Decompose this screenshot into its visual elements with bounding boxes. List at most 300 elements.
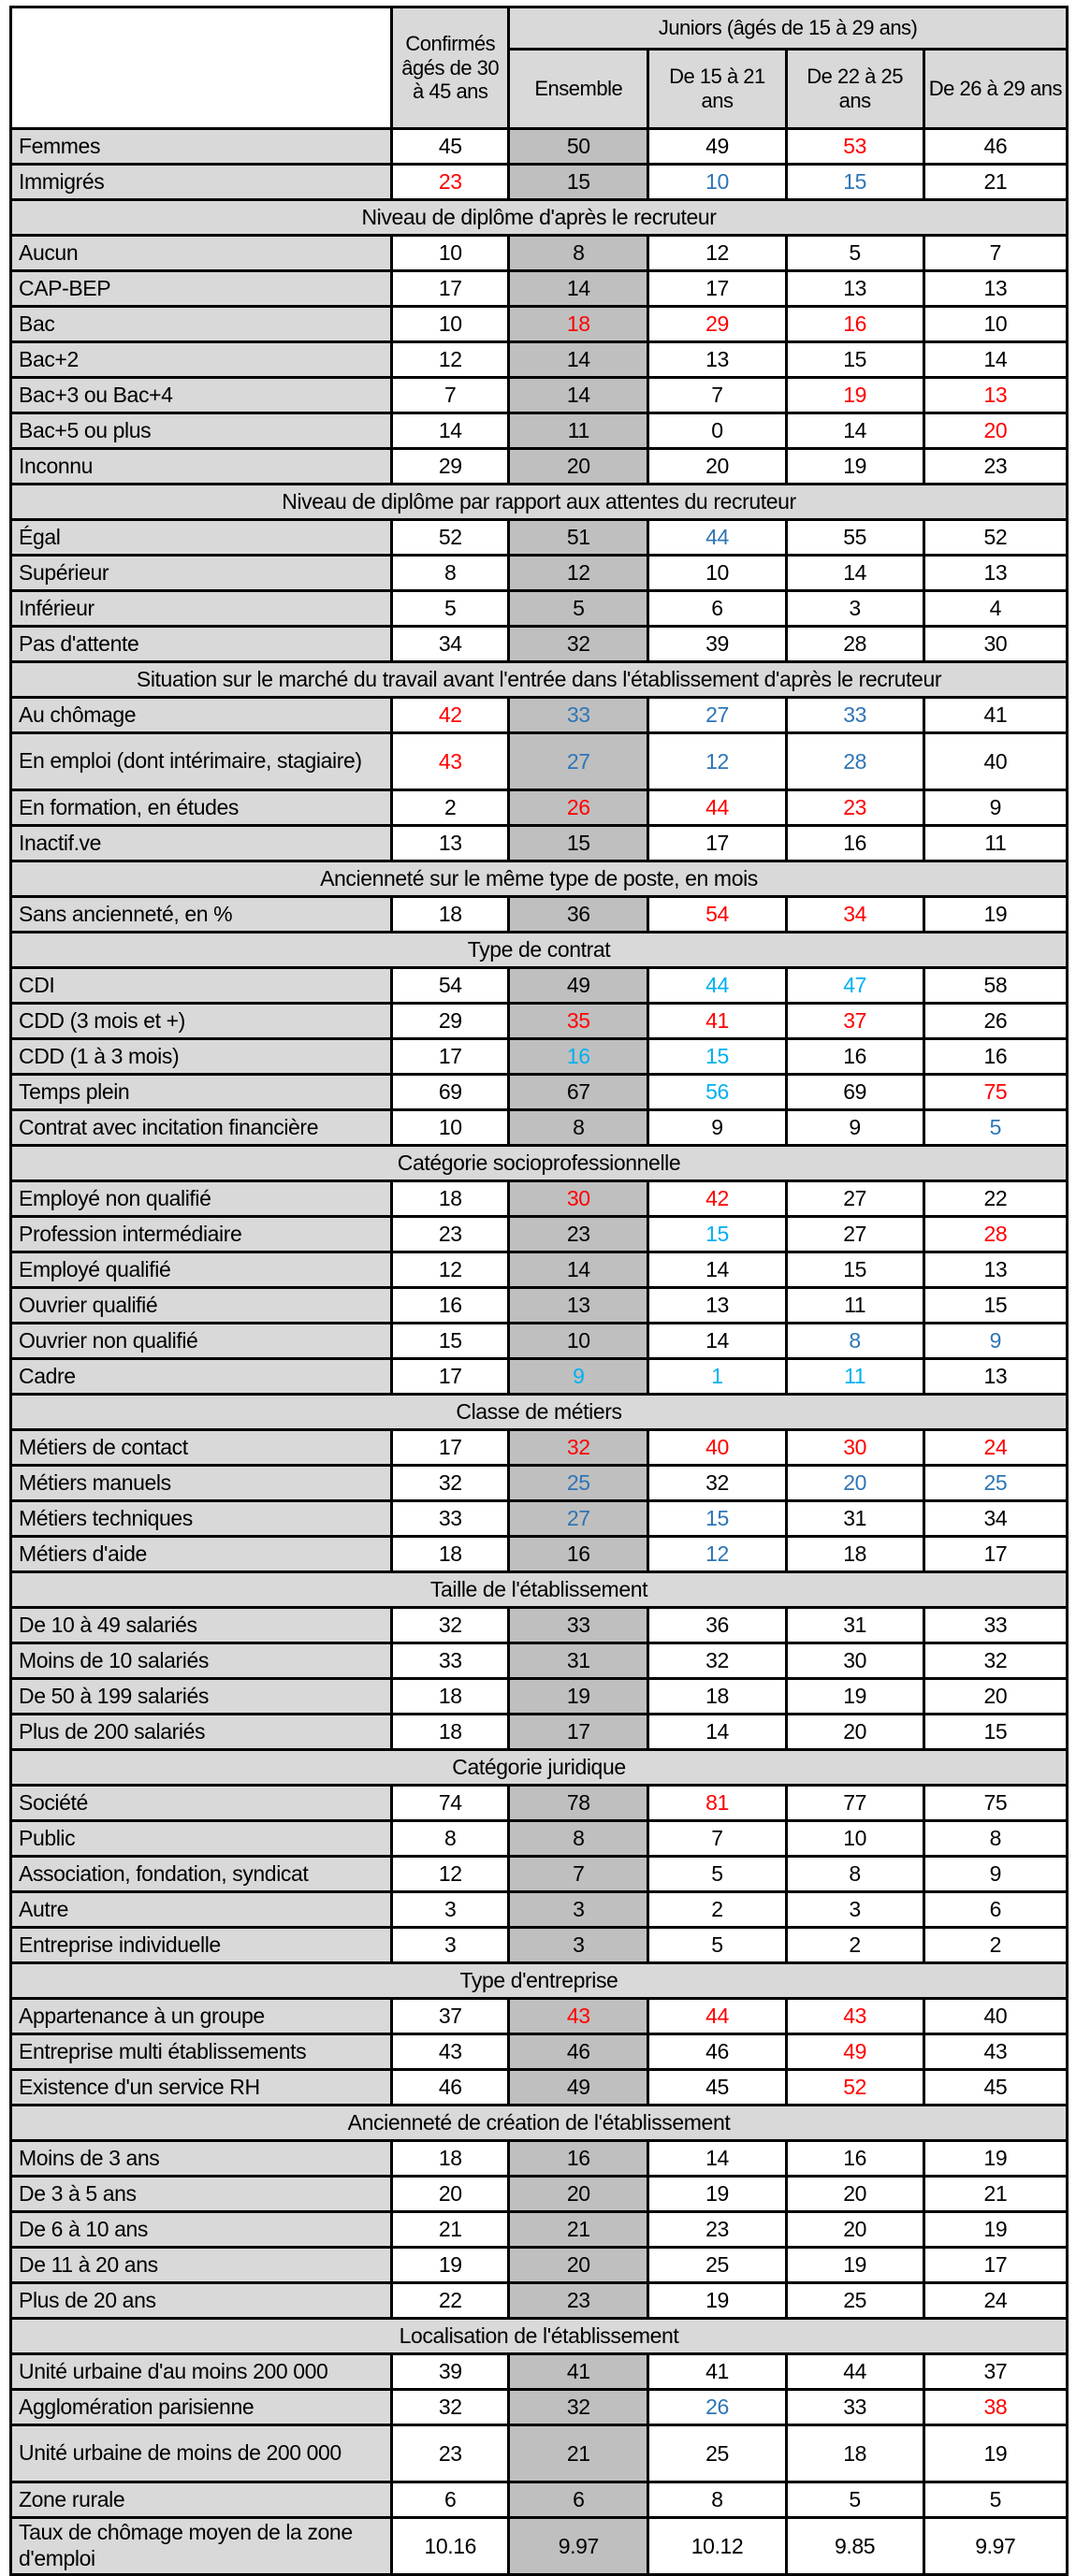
value-cell: 33 [392, 1501, 509, 1537]
value-cell: 15 [648, 1501, 786, 1537]
table-row [11, 1324, 1068, 1359]
value-cell: 14 [648, 1715, 786, 1750]
value-cell: 17 [648, 271, 786, 307]
table-row [11, 342, 1068, 378]
table-row [11, 627, 1068, 662]
value-cell: 13 [923, 378, 1067, 413]
value-cell: 49 [648, 129, 786, 165]
value-cell: 19 [509, 1679, 648, 1715]
table-row [11, 2212, 1068, 2248]
row-label: Femmes [11, 129, 392, 165]
value-cell: 55 [786, 520, 923, 556]
value-cell: 43 [786, 1999, 923, 2034]
value-cell: 18 [392, 1679, 509, 1715]
value-cell: 10 [786, 1821, 923, 1857]
value-cell: 18 [786, 1537, 923, 1572]
value-cell: 2 [392, 790, 509, 826]
value-cell: 3 [509, 1928, 648, 1963]
value-cell: 34 [923, 1501, 1067, 1537]
row-label: Employé qualifié [11, 1252, 392, 1288]
value-cell: 25 [648, 2425, 786, 2482]
value-cell: 16 [786, 2141, 923, 2177]
value-cell: 15 [648, 1039, 786, 1075]
value-cell: 13 [923, 1359, 1067, 1395]
table-row [11, 1679, 1068, 1715]
value-cell: 8 [392, 556, 509, 591]
value-cell: 33 [392, 1643, 509, 1679]
value-cell: 25 [786, 2283, 923, 2319]
value-cell: 20 [786, 2212, 923, 2248]
row-label: Métiers techniques [11, 1501, 392, 1537]
row-label: Association, fondation, syndicat [11, 1857, 392, 1892]
value-cell: 13 [648, 1288, 786, 1324]
value-cell: 15 [923, 1288, 1067, 1324]
value-cell: 10 [392, 236, 509, 271]
section-title: Catégorie socioprofessionnelle [11, 1146, 1068, 1181]
table-row [11, 271, 1068, 307]
value-cell: 8 [392, 1821, 509, 1857]
value-cell: 43 [509, 1999, 648, 2034]
table-row [11, 1999, 1068, 2034]
row-label: Inférieur [11, 591, 392, 627]
value-cell: 16 [786, 1039, 923, 1075]
value-cell: 12 [392, 1252, 509, 1288]
value-cell: 20 [509, 2248, 648, 2283]
value-cell: 5 [392, 591, 509, 627]
value-cell: 2 [648, 1892, 786, 1928]
value-cell: 5 [648, 1857, 786, 1892]
value-cell: 28 [786, 733, 923, 790]
value-cell: 20 [786, 1466, 923, 1501]
table-row [11, 1252, 1068, 1288]
value-cell: 75 [923, 1786, 1067, 1821]
value-cell: 33 [509, 698, 648, 733]
table-row [11, 1643, 1068, 1679]
row-label: De 10 à 49 salariés [11, 1608, 392, 1643]
value-cell: 11 [786, 1359, 923, 1395]
section-header-row [11, 485, 1068, 520]
value-cell: 5 [648, 1928, 786, 1963]
row-label: Bac+3 ou Bac+4 [11, 378, 392, 413]
value-cell: 27 [509, 733, 648, 790]
value-cell: 46 [392, 2070, 509, 2106]
value-cell: 40 [923, 733, 1067, 790]
value-cell: 52 [923, 520, 1067, 556]
value-cell: 37 [923, 2354, 1067, 2390]
value-cell: 6 [509, 2482, 648, 2518]
value-cell: 19 [648, 2283, 786, 2319]
row-label: Plus de 200 salariés [11, 1715, 392, 1750]
column-header-26-29: De 26 à 29 ans [923, 50, 1067, 129]
value-cell: 6 [392, 2482, 509, 2518]
value-cell: 15 [786, 1252, 923, 1288]
value-cell: 3 [786, 1892, 923, 1928]
row-label: CDD (1 à 3 mois) [11, 1039, 392, 1075]
value-cell: 17 [392, 1430, 509, 1466]
section-header-row [11, 662, 1068, 698]
value-cell: 51 [509, 520, 648, 556]
value-cell: 52 [392, 520, 509, 556]
header-group-row [11, 7, 1068, 50]
value-cell: 31 [509, 1643, 648, 1679]
row-label: Ouvrier non qualifié [11, 1324, 392, 1359]
row-label: Appartenance à un groupe [11, 1999, 392, 2034]
value-cell: 9.97 [509, 2518, 648, 2575]
value-cell: 18 [392, 1715, 509, 1750]
value-cell: 77 [786, 1786, 923, 1821]
value-cell: 7 [392, 378, 509, 413]
table-row [11, 2141, 1068, 2177]
value-cell: 3 [509, 1892, 648, 1928]
value-cell: 16 [923, 1039, 1067, 1075]
value-cell: 0 [648, 413, 786, 449]
value-cell: 41 [648, 1004, 786, 1039]
value-cell: 8 [509, 236, 648, 271]
value-cell: 17 [923, 2248, 1067, 2283]
table-row [11, 1608, 1068, 1643]
value-cell: 7 [509, 1857, 648, 1892]
value-cell: 46 [509, 2034, 648, 2070]
value-cell: 49 [509, 2070, 648, 2106]
row-label: Public [11, 1821, 392, 1857]
value-cell: 32 [509, 1430, 648, 1466]
value-cell: 32 [648, 1466, 786, 1501]
value-cell: 35 [509, 1004, 648, 1039]
value-cell: 10 [648, 556, 786, 591]
value-cell: 28 [923, 1217, 1067, 1252]
value-cell: 44 [648, 520, 786, 556]
value-cell: 43 [392, 2034, 509, 2070]
value-cell: 13 [648, 342, 786, 378]
value-cell: 17 [392, 271, 509, 307]
value-cell: 21 [509, 2425, 648, 2482]
table-row [11, 2354, 1068, 2390]
table-body [11, 7, 1068, 2575]
value-cell: 39 [648, 627, 786, 662]
value-cell: 47 [786, 968, 923, 1004]
table-row [11, 1181, 1068, 1217]
row-label: Métiers de contact [11, 1430, 392, 1466]
row-label: Existence d'un service RH [11, 2070, 392, 2106]
row-label: CDI [11, 968, 392, 1004]
row-label: Sans ancienneté, en % [11, 897, 392, 933]
value-cell: 23 [509, 1217, 648, 1252]
value-cell: 23 [392, 2425, 509, 2482]
value-cell: 74 [392, 1786, 509, 1821]
row-label: Métiers manuels [11, 1466, 392, 1501]
value-cell: 24 [923, 1430, 1067, 1466]
column-header-ensemble: Ensemble [509, 50, 648, 129]
section-title: Niveau de diplôme par rapport aux attentes du recruteur [11, 485, 1068, 520]
value-cell: 13 [923, 271, 1067, 307]
value-cell: 27 [648, 698, 786, 733]
section-header-row [11, 1146, 1068, 1181]
value-cell: 32 [392, 2390, 509, 2425]
value-cell: 14 [648, 1252, 786, 1288]
table-row [11, 165, 1068, 200]
table-row [11, 2390, 1068, 2425]
section-title: Niveau de diplôme d'après le recruteur [11, 200, 1068, 236]
value-cell: 4 [923, 591, 1067, 627]
value-cell: 19 [786, 2248, 923, 2283]
value-cell: 24 [923, 2283, 1067, 2319]
value-cell: 14 [509, 1252, 648, 1288]
value-cell: 19 [648, 2177, 786, 2212]
section-title: Type d'entreprise [11, 1963, 1068, 1999]
section-title: Ancienneté de création de l'établissement [11, 2106, 1068, 2141]
value-cell: 13 [392, 826, 509, 861]
value-cell: 45 [923, 2070, 1067, 2106]
value-cell: 32 [392, 1466, 509, 1501]
value-cell: 29 [392, 449, 509, 485]
table-row [11, 307, 1068, 342]
table-row [11, 1501, 1068, 1537]
value-cell: 8 [509, 1821, 648, 1857]
section-header-row [11, 1750, 1068, 1786]
row-label: CDD (3 mois et +) [11, 1004, 392, 1039]
value-cell: 15 [923, 1715, 1067, 1750]
column-header-confirmes: Confirmés âgés de 30 à 45 ans [392, 7, 509, 129]
row-label: Moins de 10 salariés [11, 1643, 392, 1679]
table-row [11, 826, 1068, 861]
value-cell: 41 [648, 2354, 786, 2390]
value-cell: 20 [923, 1679, 1067, 1715]
value-cell: 14 [509, 271, 648, 307]
value-cell: 14 [392, 413, 509, 449]
row-label: Métiers d'aide [11, 1537, 392, 1572]
value-cell: 40 [923, 1999, 1067, 2034]
value-cell: 16 [786, 826, 923, 861]
section-title: Situation sur le marché du travail avant l'entrée dans l'établissement d'après le recruteur [11, 662, 1068, 698]
value-cell: 26 [509, 790, 648, 826]
section-header-row [11, 2319, 1068, 2354]
value-cell: 10.16 [392, 2518, 509, 2575]
value-cell: 25 [509, 1466, 648, 1501]
section-header-row [11, 933, 1068, 968]
value-cell: 12 [648, 1537, 786, 1572]
row-label: Au chômage [11, 698, 392, 733]
table-row [11, 2283, 1068, 2319]
value-cell: 5 [786, 2482, 923, 2518]
value-cell: 53 [786, 129, 923, 165]
corner-cell [11, 7, 392, 129]
value-cell: 1 [648, 1359, 786, 1395]
section-title: Classe de métiers [11, 1395, 1068, 1430]
value-cell: 14 [648, 2141, 786, 2177]
table-row [11, 1786, 1068, 1821]
value-cell: 21 [392, 2212, 509, 2248]
value-cell: 3 [392, 1928, 509, 1963]
value-cell: 8 [786, 1857, 923, 1892]
value-cell: 42 [648, 1181, 786, 1217]
value-cell: 29 [392, 1004, 509, 1039]
value-cell: 23 [923, 449, 1067, 485]
value-cell: 15 [509, 165, 648, 200]
row-label: Unité urbaine de moins de 200 000 [11, 2425, 392, 2482]
row-label: Égal [11, 520, 392, 556]
value-cell: 8 [648, 2482, 786, 2518]
section-title: Taille de l'établissement [11, 1572, 1068, 1608]
table-row [11, 129, 1068, 165]
table-row [11, 236, 1068, 271]
value-cell: 2 [786, 1928, 923, 1963]
value-cell: 32 [392, 1608, 509, 1643]
value-cell: 32 [648, 1643, 786, 1679]
value-cell: 11 [923, 826, 1067, 861]
value-cell: 7 [923, 236, 1067, 271]
value-cell: 19 [923, 897, 1067, 933]
value-cell: 75 [923, 1075, 1067, 1110]
table-row [11, 2070, 1068, 2106]
row-label: Unité urbaine d'au moins 200 000 [11, 2354, 392, 2390]
value-cell: 23 [392, 165, 509, 200]
value-cell: 18 [509, 307, 648, 342]
table-row [11, 790, 1068, 826]
row-label: En formation, en études [11, 790, 392, 826]
value-cell: 2 [923, 1928, 1067, 1963]
value-cell: 30 [923, 627, 1067, 662]
value-cell: 12 [509, 556, 648, 591]
section-title: Catégorie juridique [11, 1750, 1068, 1786]
value-cell: 28 [786, 627, 923, 662]
value-cell: 45 [392, 129, 509, 165]
table-row [11, 2034, 1068, 2070]
row-label: Moins de 3 ans [11, 2141, 392, 2177]
table-row [11, 1466, 1068, 1501]
value-cell: 33 [786, 2390, 923, 2425]
table-row [11, 556, 1068, 591]
value-cell: 67 [509, 1075, 648, 1110]
value-cell: 44 [648, 968, 786, 1004]
value-cell: 9 [923, 790, 1067, 826]
value-cell: 44 [648, 1999, 786, 2034]
value-cell: 17 [509, 1715, 648, 1750]
row-label: De 50 à 199 salariés [11, 1679, 392, 1715]
row-label: Bac+2 [11, 342, 392, 378]
table-row [11, 1217, 1068, 1252]
value-cell: 33 [786, 698, 923, 733]
row-label: Aucun [11, 236, 392, 271]
section-title: Localisation de l'établissement [11, 2319, 1068, 2354]
value-cell: 15 [648, 1217, 786, 1252]
row-label: Agglomération parisienne [11, 2390, 392, 2425]
value-cell: 7 [648, 1821, 786, 1857]
value-cell: 9.97 [923, 2518, 1067, 2575]
value-cell: 52 [786, 2070, 923, 2106]
value-cell: 10.12 [648, 2518, 786, 2575]
value-cell: 11 [786, 1288, 923, 1324]
statistics-table [9, 6, 1069, 2576]
table-row [11, 591, 1068, 627]
table-row [11, 1430, 1068, 1466]
value-cell: 19 [923, 2425, 1067, 2482]
value-cell: 13 [786, 271, 923, 307]
value-cell: 20 [392, 2177, 509, 2212]
value-cell: 43 [923, 2034, 1067, 2070]
value-cell: 36 [648, 1608, 786, 1643]
section-header-row [11, 1572, 1068, 1608]
value-cell: 45 [648, 2070, 786, 2106]
value-cell: 12 [392, 1857, 509, 1892]
value-cell: 30 [786, 1430, 923, 1466]
table-row [11, 1004, 1068, 1039]
value-cell: 25 [923, 1466, 1067, 1501]
table-row [11, 1928, 1068, 1963]
table-row [11, 2248, 1068, 2283]
row-label: Autre [11, 1892, 392, 1928]
value-cell: 81 [648, 1786, 786, 1821]
value-cell: 30 [509, 1181, 648, 1217]
table-row [11, 1715, 1068, 1750]
value-cell: 10 [648, 165, 786, 200]
value-cell: 10 [392, 1110, 509, 1146]
value-cell: 20 [509, 2177, 648, 2212]
value-cell: 5 [923, 1110, 1067, 1146]
value-cell: 19 [786, 449, 923, 485]
value-cell: 41 [923, 698, 1067, 733]
column-group-header-juniors: Juniors (âgés de 15 à 29 ans) [509, 7, 1068, 50]
value-cell: 22 [392, 2283, 509, 2319]
value-cell: 40 [648, 1430, 786, 1466]
row-label: Société [11, 1786, 392, 1821]
value-cell: 15 [509, 826, 648, 861]
value-cell: 38 [923, 2390, 1067, 2425]
table-row [11, 2518, 1068, 2575]
value-cell: 3 [786, 591, 923, 627]
value-cell: 14 [786, 556, 923, 591]
value-cell: 13 [923, 1252, 1067, 1288]
table-row [11, 1892, 1068, 1928]
section-header-row [11, 1963, 1068, 1999]
value-cell: 20 [509, 449, 648, 485]
value-cell: 39 [392, 2354, 509, 2390]
value-cell: 5 [923, 2482, 1067, 2518]
row-label: Pas d'attente [11, 627, 392, 662]
value-cell: 25 [648, 2248, 786, 2283]
value-cell: 37 [786, 1004, 923, 1039]
value-cell: 22 [923, 1181, 1067, 1217]
value-cell: 21 [923, 165, 1067, 200]
table-row [11, 1857, 1068, 1892]
table-row [11, 1039, 1068, 1075]
value-cell: 16 [786, 307, 923, 342]
value-cell: 23 [509, 2283, 648, 2319]
table-row [11, 449, 1068, 485]
value-cell: 17 [923, 1537, 1067, 1572]
value-cell: 56 [648, 1075, 786, 1110]
value-cell: 36 [509, 897, 648, 933]
table-row [11, 378, 1068, 413]
value-cell: 26 [923, 1004, 1067, 1039]
value-cell: 5 [509, 591, 648, 627]
row-label: Supérieur [11, 556, 392, 591]
value-cell: 15 [392, 1324, 509, 1359]
row-label: Inactif.ve [11, 826, 392, 861]
row-label: En emploi (dont intérimaire, stagiaire) [11, 733, 392, 790]
value-cell: 19 [786, 1679, 923, 1715]
value-cell: 18 [392, 1181, 509, 1217]
value-cell: 31 [786, 1608, 923, 1643]
value-cell: 6 [923, 1892, 1067, 1928]
value-cell: 44 [648, 790, 786, 826]
value-cell: 43 [392, 733, 509, 790]
value-cell: 32 [509, 2390, 648, 2425]
section-title: Ancienneté sur le même type de poste, en mois [11, 861, 1068, 897]
value-cell: 3 [392, 1892, 509, 1928]
value-cell: 27 [786, 1217, 923, 1252]
value-cell: 49 [786, 2034, 923, 2070]
value-cell: 46 [923, 129, 1067, 165]
